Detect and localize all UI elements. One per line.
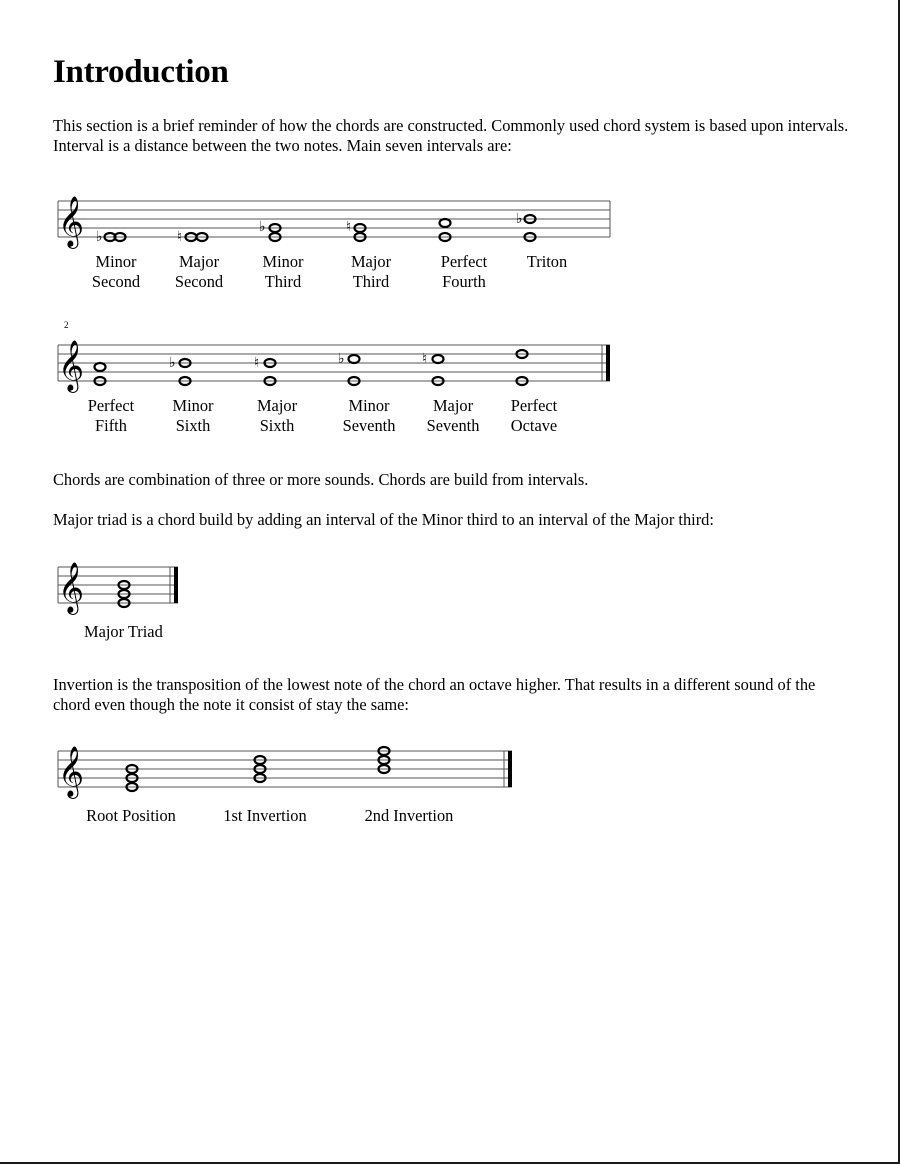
notes-major-seventh: [422, 351, 444, 385]
staff-intervals-2: [50, 329, 620, 394]
interval-label: Minor Seventh: [342, 396, 396, 435]
interval-label: Perfect Fourth: [440, 252, 488, 291]
page-title: Introduction: [53, 54, 229, 90]
treble-clef-icon: 𝄞: [58, 340, 85, 391]
interval-label: Major Third: [350, 252, 392, 291]
svg-text:♮: ♮: [177, 229, 183, 245]
svg-text:♮: ♮: [422, 351, 428, 367]
interval-label: Perfect Octave: [510, 396, 558, 435]
treble-clef-icon: 𝄞: [58, 746, 85, 797]
staff-intervals-1: [50, 185, 620, 250]
triad-label: Major Triad: [84, 622, 163, 641]
treble-clef-icon: 𝄞: [58, 562, 85, 613]
inversion-label: Root Position: [86, 806, 176, 825]
chords-paragraph: Chords are combination of three or more sounds. Chords are build from intervals.: [53, 470, 589, 489]
svg-text:♮: ♮: [346, 219, 352, 235]
svg-text:♭: ♭: [169, 355, 176, 371]
measure-number: 2: [64, 320, 69, 330]
inversion-paragraph: Invertion is the transposition of the lowest note of the chord an octave higher. That results in a different sound of the chord even though the note it consist of stay the same:: [53, 675, 816, 714]
svg-text:♭: ♭: [338, 351, 345, 367]
svg-text:♮: ♮: [254, 355, 260, 371]
inversion-label: 1st Invertion: [223, 806, 307, 825]
interval-label: Perfect Fifth: [87, 396, 135, 435]
notes-minor-seventh: [338, 351, 360, 385]
interval-label: Major Sixth: [256, 396, 298, 435]
interval-label: Major Seventh: [426, 396, 480, 435]
interval-label: Major Second: [174, 252, 224, 291]
staff-major-triad: [50, 551, 185, 616]
notes-major-third: [346, 219, 366, 241]
svg-text:♭: ♭: [516, 211, 523, 227]
triad-paragraph: Major triad is a chord build by adding an interval of the Minor third to an interval of the Major third:: [53, 510, 714, 529]
svg-text:♭: ♭: [259, 219, 266, 235]
notes-perfect-fifth: [95, 363, 106, 385]
interval-label: Minor Sixth: [172, 396, 214, 435]
interval-label: Triton: [526, 252, 568, 271]
intro-paragraph: This section is a brief reminder of how the chords are constructed. Commonly used chord system is based upon intervals. Interval is a distance between the two notes. Main seven intervals are:: [53, 116, 849, 155]
interval-label: Minor Second: [91, 252, 141, 291]
inversion-label: 2nd Invertion: [364, 806, 454, 825]
svg-text:♭: ♭: [96, 229, 103, 245]
treble-clef-icon: 𝄞: [58, 196, 85, 247]
staff-inversions: [50, 735, 520, 800]
interval-label: Minor Third: [262, 252, 304, 291]
notes-minor-third: [259, 219, 281, 241]
notes-perfect-fourth: [440, 219, 451, 241]
notes-perfect-octave: [517, 350, 528, 385]
